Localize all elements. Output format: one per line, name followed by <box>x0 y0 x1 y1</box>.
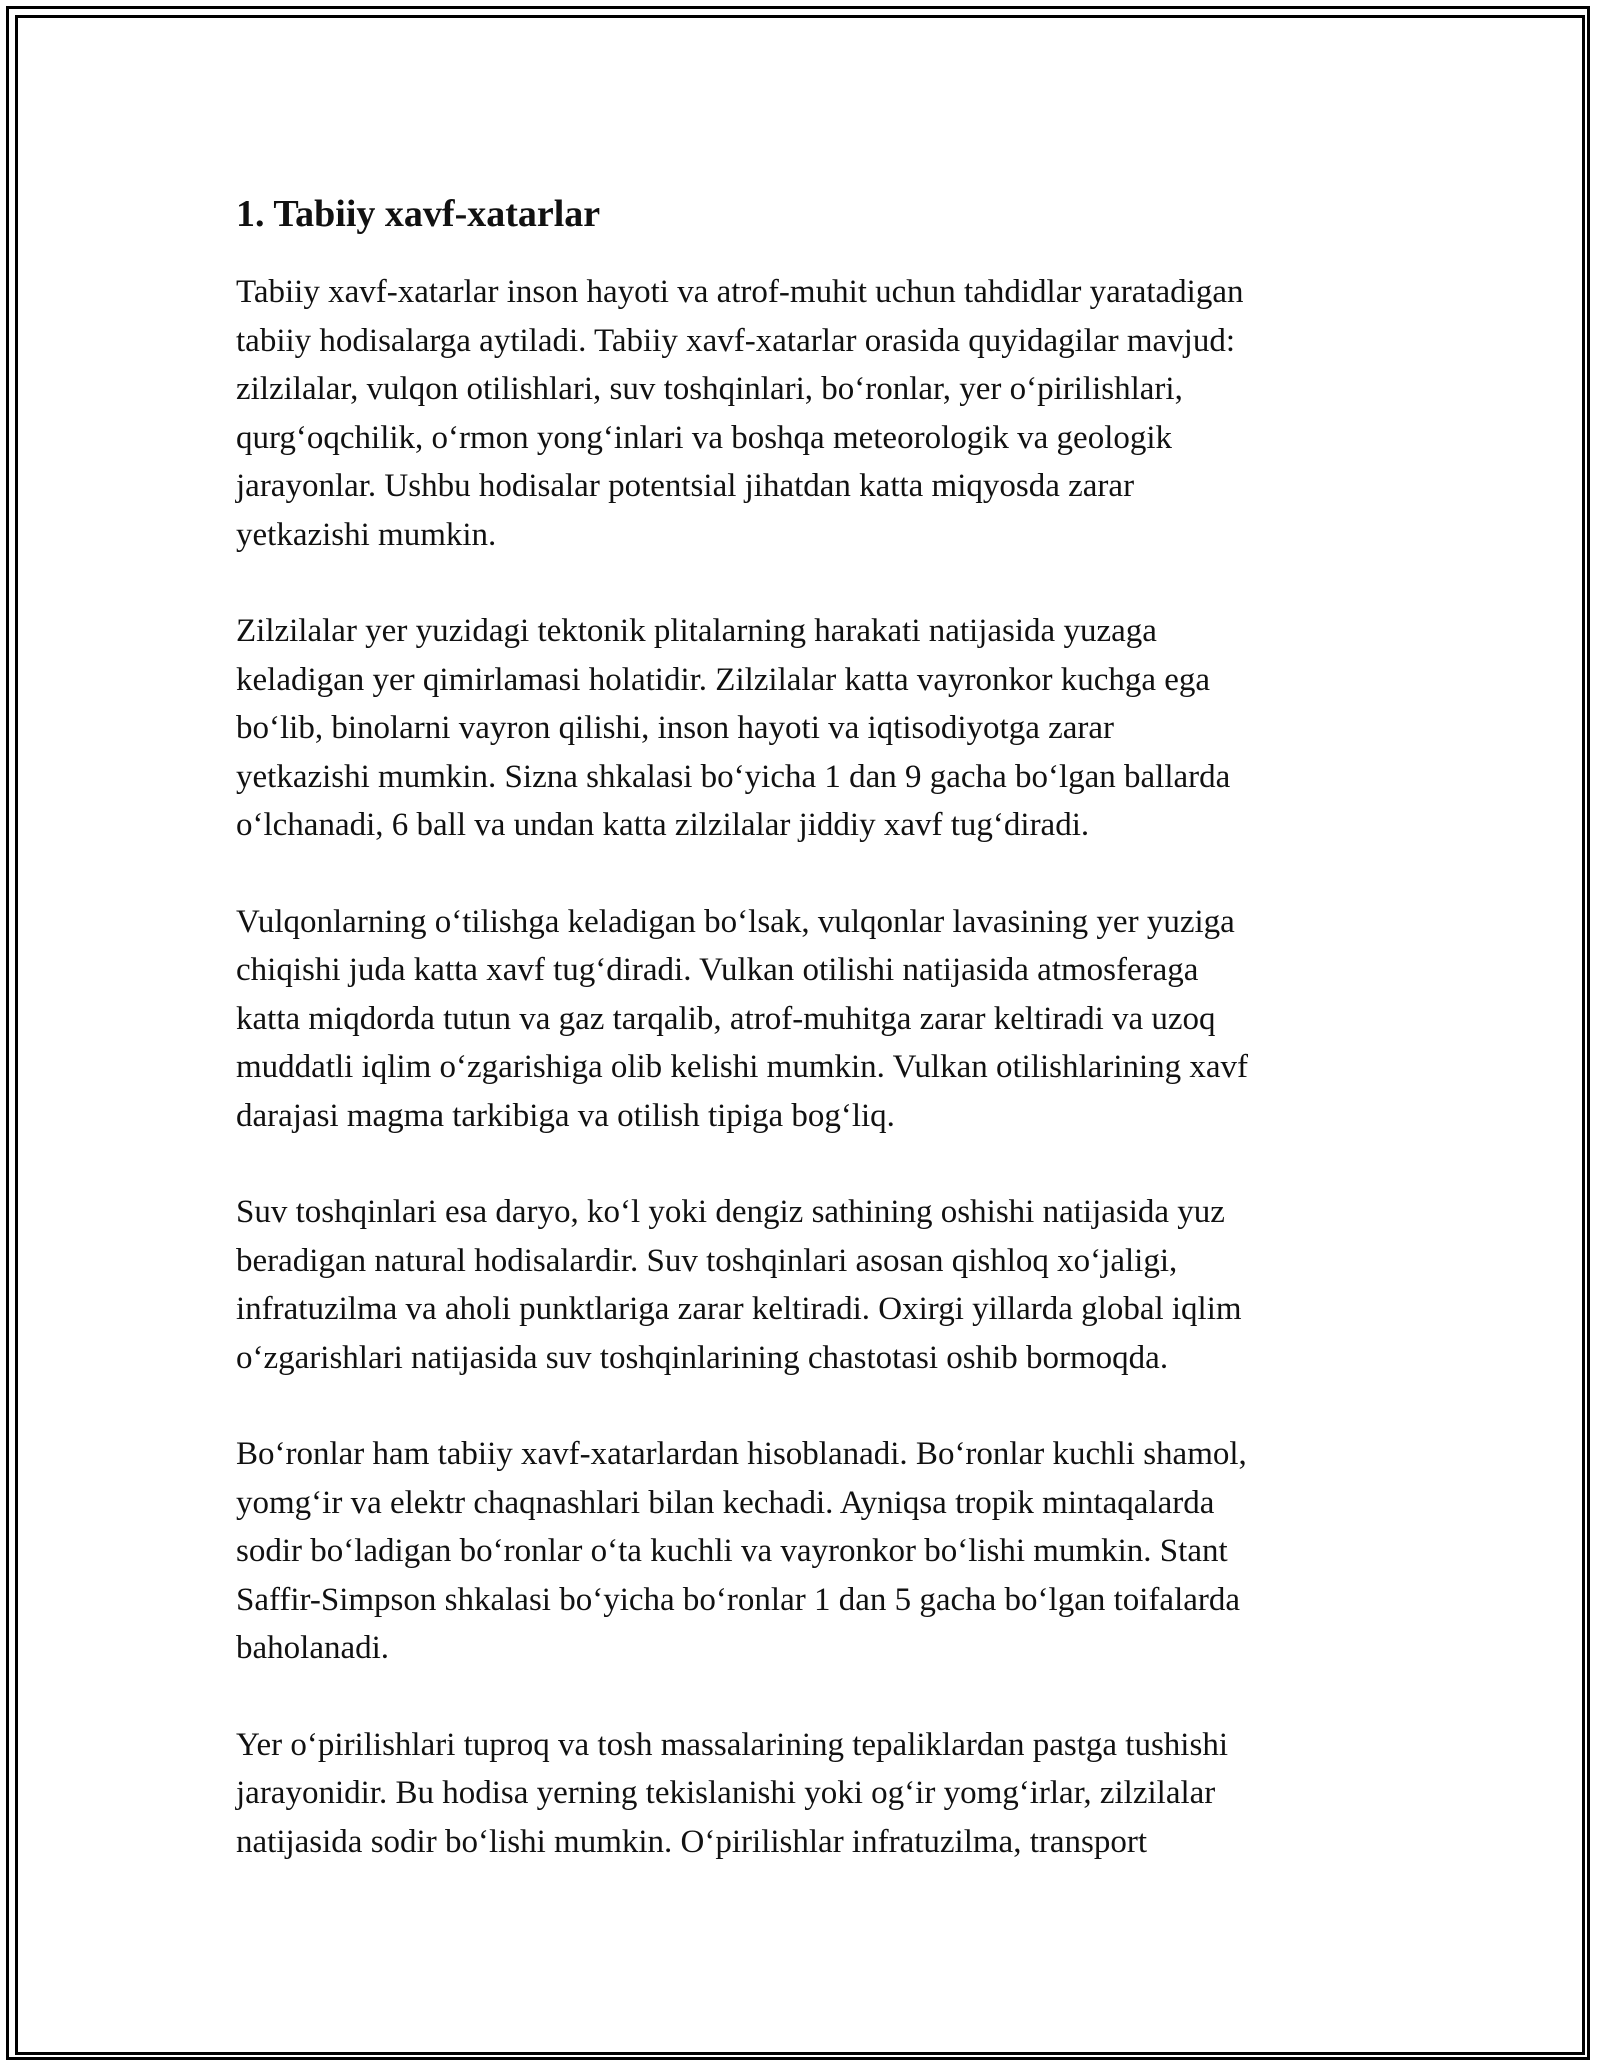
text-line: zilzilalar, vulqon otilishlari, suv toshqinlari, bo‘ronlar, yer o‘pirilishlari, <box>236 371 1183 407</box>
text-line: muddatli iqlim o‘zgarishiga olib kelishi mumkin. Vulkan otilishlarining xavf <box>236 1049 1249 1085</box>
text-line: chiqishi juda katta xavf tug‘diradi. Vulkan otilishi natijasida atmosferaga <box>236 952 1199 988</box>
text-line: katta miqdorda tutun va gaz tarqalib, atrof-muhitga zarar keltiradi va uzoq <box>236 1000 1216 1037</box>
text-line: baholanadi. <box>236 1630 390 1666</box>
text-line: yetkazishi mumkin. <box>236 516 497 553</box>
text-line: o‘zgarishlari natijasida suv toshqinlarining chastotasi oshib bormoqda. <box>236 1339 1169 1376</box>
text-line: yetkazishi mumkin. Sizna shkalasi bo‘yicha 1 dan 9 gacha bo‘lgan ballarda <box>236 758 1231 795</box>
text-line: infratuzilma va aholi punktlariga zarar keltiradi. Oxirgi yillarda global iqlim <box>236 1291 1242 1327</box>
paragraph-floods <box>236 1188 1396 1382</box>
paragraph-earthquakes <box>236 607 1396 850</box>
paragraph-volcanoes <box>236 898 1396 1141</box>
text-line: natijasida sodir bo‘lishi mumkin. O‘pirilishlar infratuzilma, transport <box>236 1823 1147 1860</box>
text-line: Yer o‘pirilishlari tuproq va tosh massalarining tepaliklardan pastga tushishi <box>236 1726 1228 1763</box>
paragraph-intro <box>236 268 1396 559</box>
text-line: Bo‘ronlar ham tabiiy xavf-xatarlardan hisoblanadi. Bo‘ronlar kuchli shamol, <box>236 1436 1247 1472</box>
text-line: Vulqonlarning o‘tilishga keladigan bo‘lsak, vulqonlar lavasining yer yuziga <box>236 903 1235 940</box>
text-line: Suv toshqinlari esa daryo, ko‘l yoki dengiz sathining oshishi natijasida yuz <box>236 1194 1225 1230</box>
text-line: Saffir-Simpson shkalasi bo‘yicha bo‘ronlar 1 dan 5 gacha bo‘lgan toifalarda <box>236 1581 1241 1618</box>
section-heading: 1. Tabiiy xavf-xatarlar <box>236 193 601 235</box>
text-line: Zilzilalar yer yuzidagi tektonik plitalarning harakati natijasida yuzaga <box>236 613 1157 649</box>
text-line: sodir bo‘ladigan bo‘ronlar o‘ta kuchli va vayronkor bo‘lishi mumkin. Stant <box>236 1533 1228 1569</box>
document-body <box>236 186 1396 1914</box>
text-line: bo‘lib, binolarni vayron qilishi, inson hayoti va iqtisodiyotga zarar <box>236 710 1115 746</box>
text-line: beradigan natural hodisalardir. Suv toshqinlari asosan qishloq xo‘jaligi, <box>236 1242 1178 1279</box>
text-line: darajasi magma tarkibiga va otilish tipiga bog‘liq. <box>236 1097 895 1134</box>
text-line: keladigan yer qimirlamasi holatidir. Zilzilalar katta vayronkor kuchga ega <box>236 661 1211 698</box>
text-line: jarayonidir. Bu hodisa yerning tekislanishi yoki og‘ir yomg‘irlar, zilzilalar <box>236 1775 1216 1811</box>
text-line: yomg‘ir va elektr chaqnashlari bilan kechadi. Ayniqsa tropik mintaqalarda <box>236 1484 1215 1521</box>
paragraph-storms <box>236 1430 1396 1673</box>
paragraph-landslides <box>236 1721 1396 1867</box>
text-line: tabiiy hodisalarga aytiladi. Tabiiy xavf-xatarlar orasida quyidagilar mavjud: <box>236 322 1235 359</box>
text-line: o‘lchanadi, 6 ball va undan katta zilzilalar jiddiy xavf tug‘diradi. <box>236 807 1090 843</box>
text-line: qurg‘oqchilik, o‘rmon yong‘inlari va boshqa meteorologik va geologik <box>236 419 1173 456</box>
text-line: jarayonlar. Ushbu hodisalar potentsial jihatdan katta miqyosda zarar <box>236 468 1135 504</box>
text-line: Tabiiy xavf-xatarlar inson hayoti va atrof-muhit uchun tahdidlar yaratadigan <box>236 274 1244 310</box>
